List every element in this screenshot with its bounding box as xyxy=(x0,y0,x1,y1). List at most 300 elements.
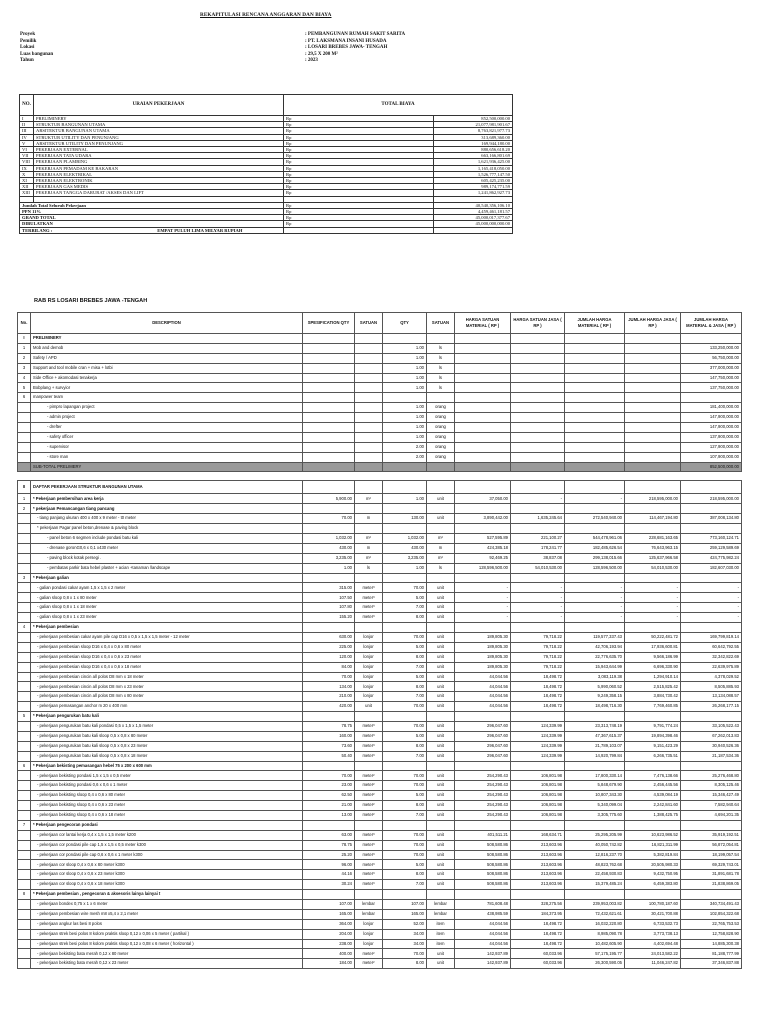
rab-cell-q: 70.00 xyxy=(383,949,427,959)
rab-cell-s xyxy=(303,712,355,722)
rab-cell-hj: 1,635,245.64 xyxy=(511,514,565,524)
rab-cell-d: * Pekerjaan pembesian xyxy=(31,623,303,633)
rab-cell-jm: 182,485,626.54 xyxy=(565,543,625,553)
rab-row xyxy=(18,642,742,652)
rab-row xyxy=(18,534,742,544)
rab-cell-hm: 189,805.30 xyxy=(455,662,511,672)
rab-cell-jj xyxy=(625,442,681,452)
rab-cell-hj xyxy=(511,820,565,830)
rab-table xyxy=(17,312,742,969)
rab-cell-u1: meter³ xyxy=(355,870,383,880)
rab-cell-q: 1,032.00 xyxy=(383,534,427,544)
rab-cell-hm xyxy=(455,623,511,633)
rab-cell-t2: 340,734,491.43 xyxy=(681,899,742,909)
rab-cell-jj: 3,884,730.42 xyxy=(625,692,681,702)
rab-cell-hm xyxy=(455,504,511,514)
rab-cell-hm xyxy=(455,432,511,442)
rab-cell-no xyxy=(18,949,31,959)
rab-cell-no xyxy=(18,830,31,840)
rab-row xyxy=(18,741,742,751)
rab-cell-u1: meter³ xyxy=(355,751,383,761)
rab-cell-s xyxy=(303,334,355,344)
rab-cell-t2: 259,129,589.69 xyxy=(681,543,742,553)
rab-cell-s xyxy=(303,383,355,393)
info-value: : LOSARI BREBES JAWA- TENGAH xyxy=(305,45,388,50)
summary-no: VIII xyxy=(20,159,34,165)
rab-cell-jm xyxy=(565,373,625,383)
rab-cell-u2: ls xyxy=(427,383,455,393)
rab-cell-u2 xyxy=(427,820,455,830)
rab-cell-d: - pekerjaan pembesian cincin all polos D8 mm x 23 meter xyxy=(31,682,303,692)
rab-cell-jj: 5,382,819.84 xyxy=(625,850,681,860)
rab-row xyxy=(18,553,742,563)
rab-cell-d: - galian sloop 0,8 x 1 x 80 meter xyxy=(31,593,303,603)
rab-cell-q: 107.00 xyxy=(383,899,427,909)
rab-cell-s: 210.00 xyxy=(303,692,355,702)
rab-cell-hm xyxy=(455,442,511,452)
rab-cell-u1 xyxy=(355,413,383,423)
rab-section-row xyxy=(18,334,742,344)
rab-cell-t2: 147,900,000.00 xyxy=(681,423,742,433)
rab-cell-s: 1,032.00 xyxy=(303,534,355,544)
rab-cell-no xyxy=(18,692,31,702)
rab-cell-hj xyxy=(511,383,565,393)
rab-cell-q: 5.00 xyxy=(383,593,427,603)
rab-cell-u1: meter³ xyxy=(355,880,383,890)
rab-cell-hm: - xyxy=(455,603,511,613)
rab-cell-u1: lembar xyxy=(355,899,383,909)
rab-cell-u1: meter² xyxy=(355,949,383,959)
rab-cell-t2: 56,872,054.81 xyxy=(681,840,742,850)
summary-currency: Rp xyxy=(284,122,434,128)
rab-cell-t2: 8,305,125.46 xyxy=(681,781,742,791)
rab-cell-d: * Pekerjaan pembesian , pengecoran & aksesoris lainya lainyai t xyxy=(31,890,303,900)
rab-cell-s: 62.50 xyxy=(303,791,355,801)
rab-cell-u1: meter² xyxy=(355,810,383,820)
summary-total-name: PPN 11% xyxy=(20,209,284,215)
rab-cell-s: 364.00 xyxy=(303,919,355,929)
rab-cell-u1 xyxy=(355,403,383,413)
rab-cell-u1: lonjor xyxy=(355,919,383,929)
rab-cell-u1: lonjor xyxy=(355,632,383,642)
rab-cell-t2: 13,134,088.57 xyxy=(681,692,742,702)
rab-cell-d: * Pekerjaan bekisting pemasangan hebel 75 x 200 x 600 mm xyxy=(31,761,303,771)
rab-cell-jm: 5,340,099.04 xyxy=(565,801,625,811)
summary-table xyxy=(19,94,513,234)
rab-cell-q: 70.00 xyxy=(383,632,427,642)
rab-cell-u1: lonjor xyxy=(355,672,383,682)
rab-cell-jj xyxy=(625,373,681,383)
rab-cell-hm: 3,890,442.00 xyxy=(455,514,511,524)
rab-cell-t2 xyxy=(681,890,742,900)
rab-cell-no xyxy=(18,801,31,811)
rab-cell-u2: unit xyxy=(427,850,455,860)
rab-cell-d: - pekerjaan cor pondasi pile cap 1,5 x 1,5 x 0,5 meter k300 xyxy=(31,840,303,850)
summary-currency: Rp xyxy=(284,171,434,177)
rab-cell-s: 5,900.00 xyxy=(303,494,355,504)
rab-cell-u1 xyxy=(355,712,383,722)
rab-cell-u2 xyxy=(427,504,455,514)
rab-row xyxy=(18,524,742,534)
terbilang-empty xyxy=(434,227,513,233)
rab-cell-t2: 107,900,000.00 xyxy=(681,452,742,462)
rab-cell-hj: 213,603.96 xyxy=(511,850,565,860)
rab-cell-hm: 296,047.60 xyxy=(455,751,511,761)
rab-cell-jm: - xyxy=(565,593,625,603)
summary-total-value: 40,540,356,106.10 xyxy=(434,202,513,208)
rab-cell-u2: orang xyxy=(427,403,455,413)
rab-cell-jm xyxy=(565,343,625,353)
rab-cell-u2: unit xyxy=(427,870,455,880)
rab-cell-t2: 4,694,201.35 xyxy=(681,810,742,820)
rab-cell-t2: 12,758,828.90 xyxy=(681,929,742,939)
rab-cell-no xyxy=(18,672,31,682)
summary-no: V xyxy=(20,140,34,146)
rab-row xyxy=(18,543,742,553)
rab-cell-u2: unit xyxy=(427,672,455,682)
rab-cell-u2: unit xyxy=(427,613,455,623)
rab-cell-d: - pekerjaan bekisting pondasi 1,5 x 1,5 x 0,5 meter xyxy=(31,771,303,781)
rab-cell-no xyxy=(18,442,31,452)
rab-cell-hj: 184,373.95 xyxy=(511,909,565,919)
rab-cell-jm: 3,083,119.38 xyxy=(565,672,625,682)
rab-cell-u2: ls xyxy=(427,563,455,573)
info-label: Lokasi xyxy=(20,45,35,50)
rab-cell-s: 107.50 xyxy=(303,593,355,603)
rab-cell-jj xyxy=(625,504,681,514)
rab-cell-u2: m² xyxy=(427,553,455,563)
rab-cell-hj xyxy=(511,393,565,403)
rab-cell-no xyxy=(18,880,31,890)
rab-cell-d: - pekerjaan pemasangan anchor m 20 x 400 mm xyxy=(31,702,303,712)
rab-cell-jm: 5,990,060.52 xyxy=(565,682,625,692)
rab-cell-q: 5.00 xyxy=(383,672,427,682)
rab-cell-jm: 42,706,193.94 xyxy=(565,642,625,652)
summary-value: 1,241,862,927.73 xyxy=(434,190,513,196)
rab-cell-d: - pekerjaan pengurukan batu kali sloop 0,5 x 0,8 x 80 meter xyxy=(31,731,303,741)
rab-cell-u1 xyxy=(355,481,383,494)
rab-cell-hj: 328,275.56 xyxy=(511,899,565,909)
rab-cell-u2: unit xyxy=(427,781,455,791)
rab-cell-t2: 387,008,134.80 xyxy=(681,514,742,524)
rab-cell-jj: 7,476,138.66 xyxy=(625,771,681,781)
summary-value: 1,526,777,147.50 xyxy=(434,171,513,177)
rab-cell-q: 2.00 xyxy=(383,442,427,452)
rab-cell-jm xyxy=(565,452,625,462)
rab-cell-hm: 128,596,500.00 xyxy=(455,563,511,573)
summary-name: ARSITEKTUR UTILITY DAN PENUNJANG xyxy=(34,140,284,146)
rab-cell-hm: 508,580.86 xyxy=(455,840,511,850)
rab-cell-t2: 377,000,000.00 xyxy=(681,363,742,373)
rab-cell-s: 21.00 xyxy=(303,801,355,811)
summary-no: X xyxy=(20,171,34,177)
rab-cell-d: - drenase goronG0,6 x 0,1 x430 meter xyxy=(31,543,303,553)
rab-cell-u2: unit xyxy=(427,751,455,761)
rab-cell-t2: 35,919,192.51 xyxy=(681,830,742,840)
rab-cell-t2: 67,262,013.83 xyxy=(681,731,742,741)
rab-cell-hj: 18,498.72 xyxy=(511,702,565,712)
rab-cell-s xyxy=(303,363,355,373)
rab-cell-no xyxy=(18,929,31,939)
rab-col-header: JUMLAH HARGA MATERIAL ( RP ) xyxy=(565,313,625,334)
rab-cell-hj: 79,718.22 xyxy=(511,642,565,652)
rab-cell-jm: 15,379,485.24 xyxy=(565,880,625,890)
rab-cell-u2: unit xyxy=(427,494,455,504)
rab-cell-hj: 106,801.98 xyxy=(511,791,565,801)
rab-cell-u2: unit xyxy=(427,603,455,613)
rab-cell-hj: - xyxy=(511,494,565,504)
rab-cell-u1 xyxy=(355,890,383,900)
rab-cell-u1: m² xyxy=(355,553,383,563)
rab-cell-hj: 213,603.96 xyxy=(511,880,565,890)
rab-cell-q: 8.00 xyxy=(383,613,427,623)
rab-cell-q: 5.00 xyxy=(383,642,427,652)
rab-cell-hj xyxy=(511,373,565,383)
rab-cell-s xyxy=(303,403,355,413)
rab-cell-d: - paving block kotak persegi . xyxy=(31,553,303,563)
rab-cell-u2 xyxy=(427,334,455,344)
rab-cell-jj xyxy=(625,353,681,363)
rab-cell-s xyxy=(303,504,355,514)
rab-cell-no xyxy=(18,432,31,442)
rab-cell-u1: meter² xyxy=(355,959,383,969)
rab-cell-no xyxy=(18,870,31,880)
rab-cell-d: - pekerjaan pengurukan batu kali pondasi 0,5 x 1,5 x 1,5 meter xyxy=(31,721,303,731)
rab-cell-t2: - xyxy=(681,583,742,593)
rab-cell-no xyxy=(18,563,31,573)
rab-col-header: SATUAN xyxy=(427,313,455,334)
rab-row xyxy=(18,573,742,583)
rab-cell-no xyxy=(18,781,31,791)
rab-cell-t2: 81,188,777.99 xyxy=(681,949,742,959)
summary-no: VI xyxy=(20,147,34,153)
terbilang-empty xyxy=(284,227,434,233)
rab-cell-hm: 527,595.89 xyxy=(455,534,511,544)
rab-cell-u1: meter³ xyxy=(355,613,383,623)
rab-cell-hm: 254,290.43 xyxy=(455,791,511,801)
rab-cell-no xyxy=(18,860,31,870)
rab-cell-q xyxy=(383,481,427,494)
rab-cell-u1: meter³ xyxy=(355,850,383,860)
summary-name: STRUKTUR BANGUNAN UTAMA xyxy=(34,122,284,128)
summary-value: 169,944,180.00 xyxy=(434,140,513,146)
rab-row xyxy=(18,672,742,682)
info-value: : 2023 xyxy=(305,58,318,63)
summary-col-uraian: URAIAN PEKERJAAN xyxy=(34,95,284,116)
rab-cell-s xyxy=(303,761,355,771)
rab-cell-u2 xyxy=(427,712,455,722)
rab-cell-d: DAFTAR PEKERJAAN STRUKTUR BANGUNAN UTAMA xyxy=(31,481,303,494)
rab-cell-jm: - xyxy=(565,583,625,593)
rab-cell-jj xyxy=(625,890,681,900)
rab-cell-no xyxy=(18,583,31,593)
rab-cell-jm xyxy=(565,712,625,722)
rab-cell-hj: 18,498.72 xyxy=(511,692,565,702)
rab-cell-u1: meter² xyxy=(355,781,383,791)
rab-row xyxy=(18,563,742,573)
rab-cell-d: - pekerjaan pengurukan batu kali sloop 0,5 x 0,8 x 18 meter xyxy=(31,751,303,761)
rab-cell-u1: meter³ xyxy=(355,741,383,751)
rab-cell-q: 7.00 xyxy=(383,603,427,613)
rab-cell-t2: 14,885,300.38 xyxy=(681,939,742,949)
rab-cell-jj: 218,595,000.00 xyxy=(625,494,681,504)
rab-cell-u1: m² xyxy=(355,494,383,504)
rab-cell-u2 xyxy=(427,890,455,900)
rab-cell-q: 34.00 xyxy=(383,939,427,949)
summary-value: 1,165,418,050.00 xyxy=(434,165,513,171)
rab-cell-jm xyxy=(565,432,625,442)
rab-cell-hj: 178,241.77 xyxy=(511,543,565,553)
rab-cell-jj: 9,566,186.99 xyxy=(625,652,681,662)
rab-cell-no xyxy=(18,840,31,850)
rab-row xyxy=(18,830,742,840)
rab-cell-hj xyxy=(511,481,565,494)
summary-no: XII xyxy=(20,184,34,190)
rab-col-header: DESCRIPTION xyxy=(31,313,303,334)
rab-cell-u2: unit xyxy=(427,642,455,652)
rab-cell-jj: 4,402,694.48 xyxy=(625,939,681,949)
rab-cell-u1: meter³ xyxy=(355,731,383,741)
rab-row xyxy=(18,514,742,524)
rab-cell-no xyxy=(18,810,31,820)
rab-cell-jj: 9,151,423.29 xyxy=(625,741,681,751)
rab-header-row xyxy=(18,313,742,334)
rab-cell-q xyxy=(383,761,427,771)
rab-cell-s: 70.00 xyxy=(303,771,355,781)
rab-row xyxy=(18,959,742,969)
summary-name: PEKERJAAN EXTERNAL xyxy=(34,147,284,153)
rab-cell-t2: 21,187,534.36 xyxy=(681,751,742,761)
summary-currency: Rp xyxy=(284,153,434,159)
rab-cell-d: - pekerjaan bekisting pondasi 0,6 x 0,6 x 1 meter xyxy=(31,781,303,791)
rab-cell-no: 5 xyxy=(18,712,31,722)
rab-cell-d: - galian pondasi cakar ayam 1,5 x 1,5 x 2 meter xyxy=(31,583,303,593)
rab-cell-hm xyxy=(455,481,511,494)
rab-cell-q: 1.00 xyxy=(383,563,427,573)
rab-cell-d: PRELIMINERY xyxy=(31,334,303,344)
rab-cell-hm xyxy=(455,363,511,373)
rab-cell-jm: 10,807,343.30 xyxy=(565,791,625,801)
rab-cell-hj: 79,718.22 xyxy=(511,662,565,672)
rab-cell-u2: unit xyxy=(427,860,455,870)
rab-cell-u1: m xyxy=(355,514,383,524)
rab-cell-q: 70.00 xyxy=(383,781,427,791)
rab-cell-s: 165.00 xyxy=(303,909,355,919)
rab-cell-d: - admin project xyxy=(31,413,303,423)
rab-cell-jm: - xyxy=(565,613,625,623)
rab-cell-hj: - xyxy=(511,583,565,593)
rab-cell-no xyxy=(18,413,31,423)
rab-cell-u1: lonjor xyxy=(355,692,383,702)
rab-cell-d: Support and tool mobile cran + misa + lotbi xyxy=(31,363,303,373)
rab-subtotal-row xyxy=(18,462,742,472)
summary-value: 989,174,771.59 xyxy=(434,184,513,190)
summary-no: VII xyxy=(20,153,34,159)
summary-col-no: NO. xyxy=(20,95,34,116)
rab-cell-s xyxy=(303,452,355,462)
rab-cell-hj xyxy=(511,462,565,472)
rab-cell-t2: 22,639,975.89 xyxy=(681,662,742,672)
summary-name: PEKERJAAN PLAMBING xyxy=(34,159,284,165)
rab-cell-jm: 57,175,195.77 xyxy=(565,949,625,959)
rab-cell-hm: - xyxy=(455,583,511,593)
rab-cell-jm xyxy=(565,504,625,514)
rab-cell-hm: 781,608.48 xyxy=(455,899,511,909)
rab-cell-t2: 147,750,000.00 xyxy=(681,373,742,383)
rab-cell-u1 xyxy=(355,373,383,383)
rab-cell-jm: 8,985,090.78 xyxy=(565,929,625,939)
rab-cell-jj xyxy=(625,452,681,462)
rab-cell-t2: 33,105,522.43 xyxy=(681,721,742,731)
rab-cell-q: 1.00 xyxy=(383,423,427,433)
summary-name: PEKERJAAN ELEKTRONIK xyxy=(34,178,284,184)
rab-row xyxy=(18,603,742,613)
rab-cell-t2: 25,276,468.80 xyxy=(681,771,742,781)
rab-cell-no: 3 xyxy=(18,573,31,583)
rab-cell-no: 4 xyxy=(18,623,31,633)
rab-cell-no: 6 xyxy=(18,393,31,403)
rab-cell-hj: 106,801.98 xyxy=(511,810,565,820)
rab-cell-hj: 213,603.96 xyxy=(511,870,565,880)
rab-cell-s xyxy=(303,524,355,534)
rab-cell-jj: 6,266,735.51 xyxy=(625,751,681,761)
rab-cell-d: - galian sloop 0,8 x 1 x 18 meter xyxy=(31,603,303,613)
rab-cell-jj: 17,936,600.81 xyxy=(625,642,681,652)
rab-col-header: HARGA SATUAN MATERIAL ( RP ) xyxy=(455,313,511,334)
rab-cell-s: 84.00 xyxy=(303,662,355,672)
rab-cell-d: - panel beton 6 segmen include pondasi batu kali xyxy=(31,534,303,544)
summary-currency: Rp xyxy=(284,134,434,140)
rab-cell-jj: 2,515,825.42 xyxy=(625,682,681,692)
rab-cell-jm xyxy=(565,393,625,403)
rab-cell-jm: 14,920,799.84 xyxy=(565,751,625,761)
rab-cell-d: - drefter xyxy=(31,423,303,433)
rab-row xyxy=(18,353,742,363)
summary-currency: Rp xyxy=(284,140,434,146)
rab-cell-u1: ls xyxy=(355,563,383,573)
rab-col-header: QTY xyxy=(383,313,427,334)
rab-cell-q: 70.00 xyxy=(383,840,427,850)
document-title: REKAPITULASI RENCANA ANGGARAN DAN BIAYA xyxy=(200,12,332,18)
rab-cell-u2: unit xyxy=(427,810,455,820)
rab-row xyxy=(18,593,742,603)
rab-cell-q: 70.00 xyxy=(383,702,427,712)
rab-cell-hj: 54,010,530.00 xyxy=(511,563,565,573)
rab-cell-s xyxy=(303,442,355,452)
rab-cell-u2: unit xyxy=(427,702,455,712)
rab-cell-hj xyxy=(511,353,565,363)
rab-cell-q xyxy=(383,504,427,514)
rab-cell-u2: item xyxy=(427,919,455,929)
summary-name: STRUKTUR UTILITY DAN PENUNJANG xyxy=(34,134,284,140)
rab-cell-q: 7.00 xyxy=(383,880,427,890)
rab-cell-s xyxy=(303,462,355,472)
rab-cell-u1 xyxy=(355,820,383,830)
rab-cell-u1 xyxy=(355,452,383,462)
summary-currency: Rp xyxy=(284,178,434,184)
rab-cell-d: - pekerjaan cor lantai kerja 0,4 x 1,5 x 1,5 meter k200 xyxy=(31,830,303,840)
rab-cell-t2: 137,750,000.00 xyxy=(681,383,742,393)
rab-row xyxy=(18,801,742,811)
rab-cell-u1: meter³ xyxy=(355,860,383,870)
rab-row xyxy=(18,721,742,731)
rab-cell-u1: meter³ xyxy=(355,721,383,731)
summary-no: III xyxy=(20,128,34,134)
rab-row xyxy=(18,632,742,642)
rab-cell-hm xyxy=(455,393,511,403)
rab-cell-q: 165.00 xyxy=(383,909,427,919)
rab-cell-jm: 40,050,742.82 xyxy=(565,840,625,850)
